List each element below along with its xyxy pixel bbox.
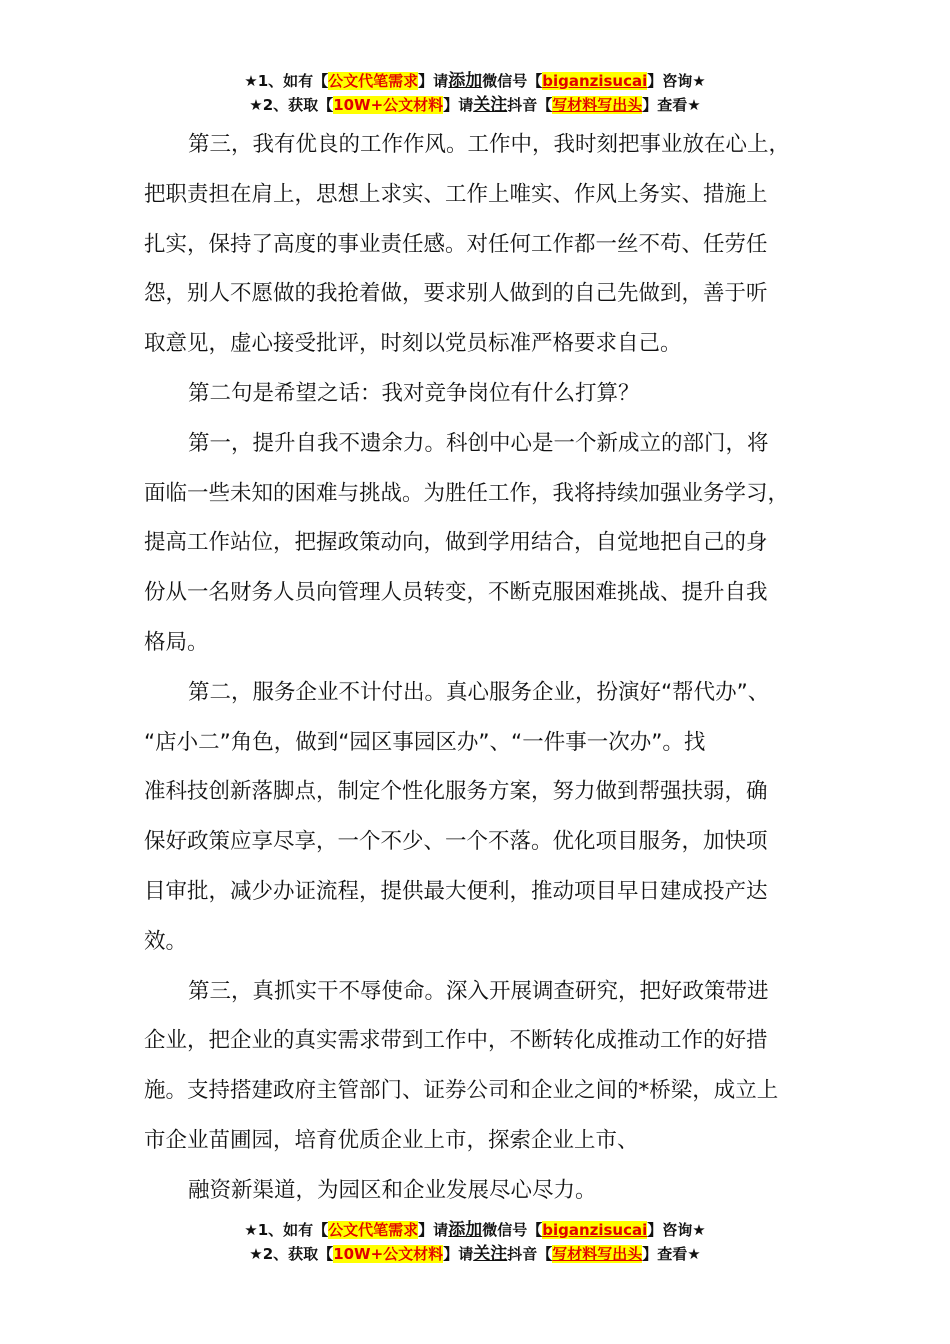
text-line: 第二句是希望之话：我对竞争岗位有什么打算？ bbox=[188, 380, 640, 406]
text: 】请 bbox=[443, 96, 474, 114]
text-line: 融资新渠道，为园区和企业发展尽心尽力。 bbox=[188, 1177, 597, 1203]
text-line: 第三，真抓实干不辱使命。深入开展调查研究，把好政策带进 bbox=[188, 978, 769, 1004]
highlight: 公文代笔需求 bbox=[328, 72, 419, 90]
document-body bbox=[144, 120, 834, 1216]
douyin-id: 写材料写出头 bbox=[552, 1245, 643, 1263]
text-line: 格局。 bbox=[144, 629, 209, 655]
wechat-id: biganzisucai bbox=[542, 1221, 648, 1239]
text: 】咨询★ bbox=[647, 72, 706, 90]
text-line: 市企业苗圃园，培育优质企业上市，探索企业上市、 bbox=[144, 1127, 639, 1153]
banner-line-2 bbox=[0, 1242, 950, 1266]
banner-line-1 bbox=[0, 1218, 950, 1242]
text: 添加 bbox=[448, 71, 483, 91]
text-line: 效。 bbox=[144, 928, 188, 954]
text-line: 目审批，减少办证流程，提供最大便利，推动项目早日建成投产达 bbox=[144, 878, 768, 904]
text: ★2、获取【 bbox=[249, 1245, 334, 1263]
banner-line-2 bbox=[0, 93, 950, 117]
text: 】请 bbox=[418, 1221, 449, 1239]
text: 抖音【 bbox=[507, 96, 553, 114]
text-line: 怨，别人不愿做的我抢着做，要求别人做到的自己先做到，善于听 bbox=[144, 281, 768, 307]
text-line: “店小二”角色，做到“园区事园区办”、“一件事一次办”。找 bbox=[144, 729, 706, 755]
text: ★2、获取【 bbox=[249, 96, 334, 114]
text-line: 提高工作站位，把握政策动向，做到学用结合，自觉地把自己的身 bbox=[144, 530, 768, 556]
text: 关注 bbox=[473, 95, 508, 115]
douyin-id: 写材料写出头 bbox=[552, 96, 643, 114]
text: 添加 bbox=[448, 1220, 483, 1240]
text: ★1、如有【 bbox=[244, 1221, 329, 1239]
text-line: 把职责担在肩上，思想上求实、工作上唯实、作风上务实、措施上 bbox=[144, 181, 768, 207]
banner-line-1 bbox=[0, 69, 950, 93]
text: ★1、如有【 bbox=[244, 72, 329, 90]
text-line: 取意见，虚心接受批评，时刻以党员标准严格要求自己。 bbox=[144, 331, 682, 357]
text-line: 扎实，保持了高度的事业责任感。对任何工作都一丝不苟、任劳任 bbox=[144, 231, 768, 257]
text-line: 施。支持搭建政府主管部门、证券公司和企业之间的*桥梁，成立上 bbox=[144, 1078, 779, 1104]
text: 】查看★ bbox=[642, 1245, 701, 1263]
text-line: 第二，服务企业不计付出。真心服务企业，扮演好“帮代办”、 bbox=[188, 679, 770, 705]
text: 关注 bbox=[473, 1244, 508, 1264]
footer-banner bbox=[0, 1218, 950, 1266]
header-banner bbox=[0, 69, 950, 117]
text-line: 份从一名财务人员向管理人员转变，不断克服困难挑战、提升自我 bbox=[144, 580, 768, 606]
text: 】请 bbox=[443, 1245, 474, 1263]
wechat-id: biganzisucai bbox=[542, 72, 648, 90]
text: 微信号【 bbox=[482, 72, 543, 90]
text-line: 保好政策应享尽享，一个不少、一个不落。优化项目服务，加快项 bbox=[144, 829, 768, 855]
text-line: 准科技创新落脚点，制定个性化服务方案，努力做到帮强扶弱，确 bbox=[144, 779, 768, 805]
text-line: 企业，把企业的真实需求带到工作中，不断转化成推动工作的好措 bbox=[144, 1028, 768, 1054]
text: 微信号【 bbox=[482, 1221, 543, 1239]
text: 】请 bbox=[418, 72, 449, 90]
highlight: 公文代笔需求 bbox=[328, 1221, 419, 1239]
text-line: 面临一些未知的困难与挑战。为胜任工作，我将持续加强业务学习， bbox=[144, 480, 790, 506]
highlight: 10W+公文材料 bbox=[333, 96, 444, 114]
highlight: 10W+公文材料 bbox=[333, 1245, 444, 1263]
text-line: 第一，提升自我不遗余力。科创中心是一个新成立的部门，将 bbox=[188, 430, 769, 456]
text: 】查看★ bbox=[642, 96, 701, 114]
text: 】咨询★ bbox=[647, 1221, 706, 1239]
text: 抖音【 bbox=[507, 1245, 553, 1263]
text-line: 第三，我有优良的工作作风。工作中，我时刻把事业放在心上， bbox=[188, 132, 791, 157]
